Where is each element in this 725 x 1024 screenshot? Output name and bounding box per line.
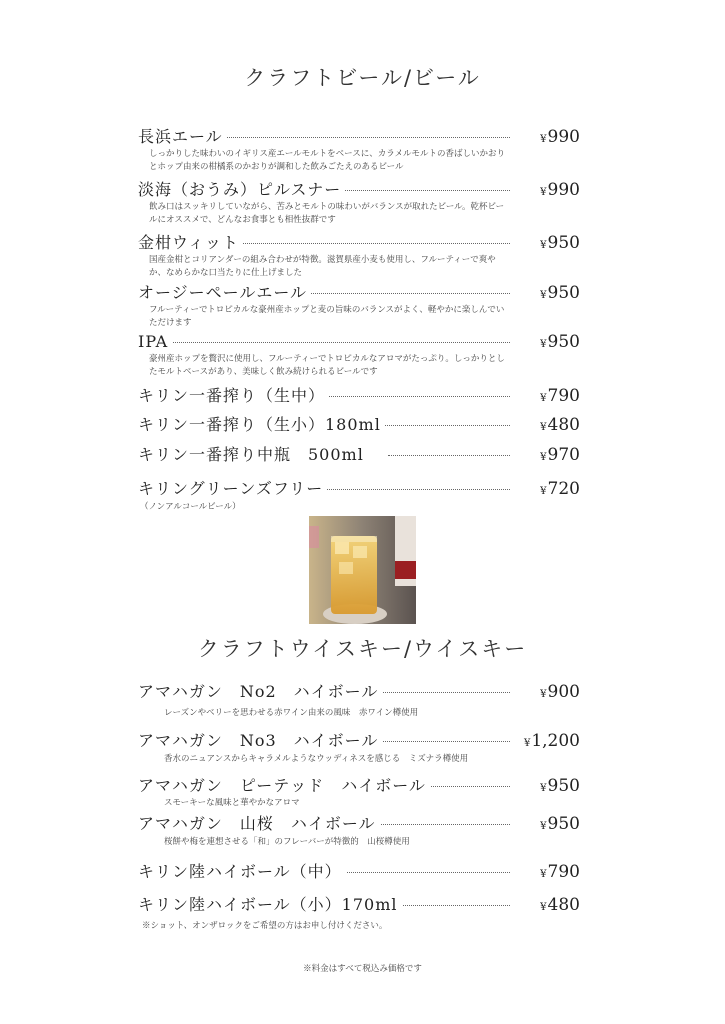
item-name: キリン陸ハイボール（小）170ml (138, 894, 402, 916)
item-price: ¥950 (540, 332, 580, 352)
menu-item-riku-highball-chu (138, 861, 580, 883)
item-price: ¥950 (540, 776, 580, 796)
menu-item-riku-highball-sho (138, 894, 580, 916)
item-price: ¥790 (540, 862, 580, 882)
menu-item-greens-free (138, 478, 580, 500)
item-name: キリン一番搾り中瓶 500ml (138, 444, 368, 466)
item-price: ¥990 (540, 180, 580, 200)
item-name: アマハガン No3 ハイボール (138, 730, 382, 752)
item-name: キリングリーンズフリー (138, 478, 327, 500)
item-price: ¥480 (540, 895, 580, 915)
menu-item-amahagan-peated (138, 775, 580, 810)
leader-dots (138, 342, 510, 343)
menu-item-kinkan-wit (138, 232, 580, 280)
item-price: ¥480 (540, 415, 580, 435)
item-name: キリン一番搾り（生小）180ml (138, 414, 385, 436)
menu-item-ichiban-chu (138, 385, 580, 407)
highball-photo (309, 516, 416, 624)
item-name: アマハガン 山桜 ハイボール (138, 813, 380, 835)
item-price: ¥1,200 (523, 731, 580, 751)
item-name: オージーペールエール (138, 282, 311, 304)
menu-item-ipa (138, 331, 580, 379)
item-description: 香水のニュアンスからキャラメルようなウッディネスを感じる ミズナラ樽使用 (164, 754, 469, 764)
item-price: ¥720 (540, 479, 580, 499)
menu-item-aussie-pale-ale (138, 282, 580, 330)
menu-item-amahagan-yamazakura (138, 813, 580, 849)
menu-item-ichiban-bottle (138, 444, 580, 466)
item-description: 桜餅や梅を連想させる「和」のフレーバーが特徴的 山桜樽使用 (164, 837, 410, 847)
leader-dots (388, 455, 510, 456)
item-name: IPA (138, 331, 172, 353)
item-description: 豪州産ホップを贅沢に使用し、フルーティーでトロピカルなアロマがたっぷり。しっかりとしたモルトベースがあり、美味しく飲み続けられるビールです (149, 354, 505, 377)
nonalcohol-note: （ノンアルコールビール） (140, 502, 241, 512)
item-price: ¥990 (540, 127, 580, 147)
item-description: フルーティーでトロピカルな豪州産ホップと麦の旨味のバランスがよく、軽やかに楽しんでいただけます (149, 305, 505, 328)
item-price: ¥970 (540, 445, 580, 465)
shot-note: ※ショット、オンザロックをご希望の方はお申し付けください。 (142, 921, 388, 931)
item-description: 飲み口はスッキリしていながら、苦みとモルトの味わいがバランスが取れたビール。乾杯ビールにオススメで、どんなお食事とも相性抜群です (149, 202, 505, 225)
menu-item-oumi-pilsner (138, 179, 580, 227)
item-price: ¥950 (540, 814, 580, 834)
beer-section-title: クラフトビール/ビール (244, 66, 481, 90)
item-price: ¥950 (540, 233, 580, 253)
footer-tax-note: ※料金はすべて税込み価格です (303, 964, 422, 974)
menu-item-nagahama-ale (138, 126, 580, 174)
item-price: ¥790 (540, 386, 580, 406)
item-name: アマハガン No2 ハイボール (138, 681, 382, 703)
item-price: ¥900 (540, 682, 580, 702)
item-name: 淡海（おうみ）ピルスナー (138, 179, 345, 201)
item-description: しっかりした味わいのイギリス産エールモルトをベースに、カラメルモルトの香ばしいかおりとホップ由来の柑橘系のかおりが調和した飲みごたえのあるビール (149, 149, 505, 172)
menu-item-ichiban-sho (138, 414, 580, 436)
whisky-section-title: クラフトウイスキー/ウイスキー (197, 637, 528, 661)
item-name: キリン陸ハイボール（中） (138, 861, 346, 883)
item-name: キリン一番搾り（生中） (138, 385, 329, 407)
item-description: スモーキーな風味と華やかなアロマ (164, 798, 300, 808)
item-name: 長浜エール (138, 126, 227, 148)
item-description: 国産金柑とコリアンダーの組み合わせが特徴。滋賀県産小麦も使用し、フルーティーで爽やか、なめらかな口当たりに仕上げました (149, 255, 496, 278)
item-name: アマハガン ピーテッド ハイボール (138, 775, 430, 797)
menu-item-amahagan-no3 (138, 730, 580, 766)
menu-item-amahagan-no2 (138, 681, 580, 720)
item-description: レーズンやベリーを思わせる赤ワイン由来の風味 赤ワイン樽使用 (164, 708, 419, 718)
item-name: 金柑ウィット (138, 232, 243, 254)
item-price: ¥950 (540, 283, 580, 303)
